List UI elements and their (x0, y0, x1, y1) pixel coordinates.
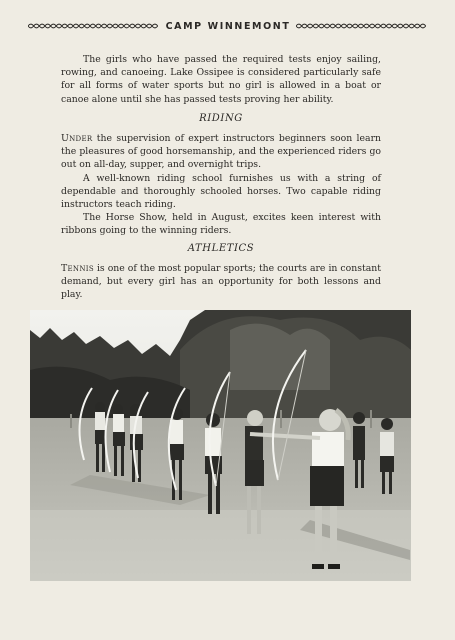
riding-lead-word: Under (61, 133, 93, 144)
water-sports-paragraph: The girls who have passed the required tests enjoy sailing, rowing, and canoeing. Lake Ossipee is considered particularly safe for all forms of water sports but no girl is allowed in a boat or canoe alone until she has passed tests proving her ability. (61, 54, 381, 105)
riding-paragraph-3: The Horse Show, held in August, excites keen interest with ribbons going to the winning riders. (61, 212, 381, 237)
athletics-paragraph-text: is one of the most popular sports; the courts are in constant demand, but every girl has an opportunity for both lessons and play. (61, 263, 381, 301)
athletics-paragraph (61, 262, 381, 302)
water-sports-section (61, 53, 381, 106)
running-header (28, 18, 428, 34)
athletics-lead-word: Tennis (61, 263, 94, 274)
riding-heading: RIDING (199, 113, 243, 124)
riding-paragraph-1-text: the supervision of expert instructors beginners soon learn the pleasures of good horsemanship, and the experienced riders go out on all-day, supper, and overnight trips. (61, 133, 381, 171)
archery-practice-photo (30, 310, 411, 581)
athletics-section (61, 262, 381, 302)
left-ornament (28, 21, 160, 31)
athletics-heading: ATHLETICS (187, 243, 255, 254)
header-title: CAMP WINNEMONT (165, 20, 291, 32)
riding-paragraph-2: A well-known riding school furnishes us with a string of dependable and thoroughly schooled horses. Two capable riding instructors teach riding. (61, 172, 381, 211)
riding-paragraph-1 (61, 132, 381, 172)
right-ornament (296, 21, 428, 31)
riding-section (61, 132, 381, 238)
